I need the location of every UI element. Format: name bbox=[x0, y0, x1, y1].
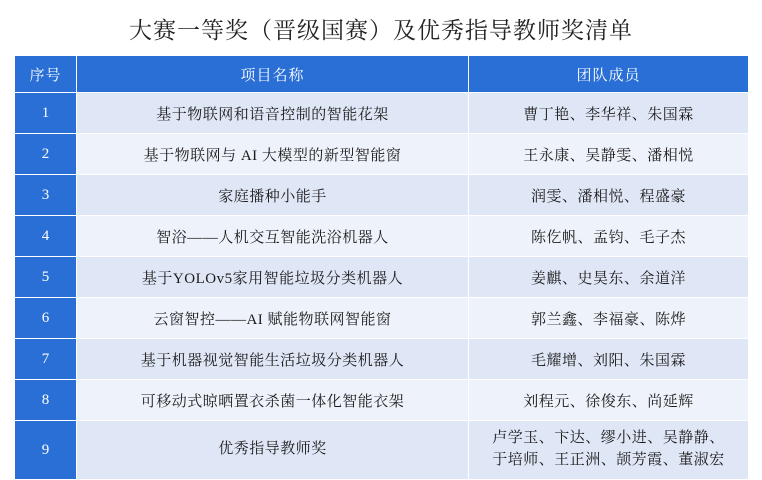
row-index: 1 bbox=[15, 93, 77, 134]
row-project-name: 基于物联网和语音控制的智能花架 bbox=[77, 93, 469, 134]
row-team-members: 毛耀增、刘阳、朱国霖 bbox=[469, 339, 749, 380]
row-team-members: 姜麒、史昊东、余道洋 bbox=[469, 257, 749, 298]
row-team-members: 曹丁艳、李华祥、朱国霖 bbox=[469, 93, 749, 134]
row-team-members-line1: 卢学玉、卞达、缪小进、吴静静、 bbox=[492, 430, 725, 447]
table-row bbox=[15, 339, 749, 380]
page-title: 大赛一等奖（晋级国赛）及优秀指导教师奖清单 bbox=[129, 18, 633, 43]
table-container bbox=[0, 55, 762, 480]
row-index: 6 bbox=[15, 298, 77, 339]
row-team-members bbox=[469, 421, 749, 480]
column-header-team: 团队成员 bbox=[469, 56, 749, 93]
row-index: 5 bbox=[15, 257, 77, 298]
row-index: 3 bbox=[15, 175, 77, 216]
award-list-table bbox=[14, 55, 749, 480]
table-row bbox=[15, 298, 749, 339]
table-header-row bbox=[15, 56, 749, 93]
row-team-members: 王永康、吴静雯、潘相悦 bbox=[469, 134, 749, 175]
table-row bbox=[15, 421, 749, 480]
row-project-name: 基于机器视觉智能生活垃圾分类机器人 bbox=[77, 339, 469, 380]
row-project-name: 可移动式晾晒置衣杀菌一体化智能衣架 bbox=[77, 380, 469, 421]
row-index: 8 bbox=[15, 380, 77, 421]
row-index: 9 bbox=[15, 421, 77, 480]
row-index: 7 bbox=[15, 339, 77, 380]
row-team-members: 陈仡帆、孟钧、毛子杰 bbox=[469, 216, 749, 257]
row-team-members: 郭兰鑫、李福豪、陈烨 bbox=[469, 298, 749, 339]
column-header-project: 项目名称 bbox=[77, 56, 469, 93]
row-project-name: 优秀指导教师奖 bbox=[77, 421, 469, 480]
table-row bbox=[15, 216, 749, 257]
row-project-name: 基于YOLOv5家用智能垃圾分类机器人 bbox=[77, 257, 469, 298]
column-header-index: 序号 bbox=[15, 56, 77, 93]
row-team-members: 刘程元、徐俊东、尚延辉 bbox=[469, 380, 749, 421]
row-team-members: 润雯、潘相悦、程盛豪 bbox=[469, 175, 749, 216]
row-project-name: 云窗智控——AI 赋能物联网智能窗 bbox=[77, 298, 469, 339]
row-project-name: 智浴——人机交互智能洗浴机器人 bbox=[77, 216, 469, 257]
row-index: 2 bbox=[15, 134, 77, 175]
table-row bbox=[15, 175, 749, 216]
row-team-members-line2: 于培师、王正洲、颉芳霞、董淑宏 bbox=[492, 452, 725, 468]
row-project-name: 基于物联网与 AI 大模型的新型智能窗 bbox=[77, 134, 469, 175]
table-header bbox=[15, 56, 749, 93]
table-row bbox=[15, 93, 749, 134]
table-body bbox=[15, 93, 749, 480]
table-row bbox=[15, 134, 749, 175]
row-project-name: 家庭播种小能手 bbox=[77, 175, 469, 216]
table-row bbox=[15, 257, 749, 298]
table-row bbox=[15, 380, 749, 421]
row-index: 4 bbox=[15, 216, 77, 257]
